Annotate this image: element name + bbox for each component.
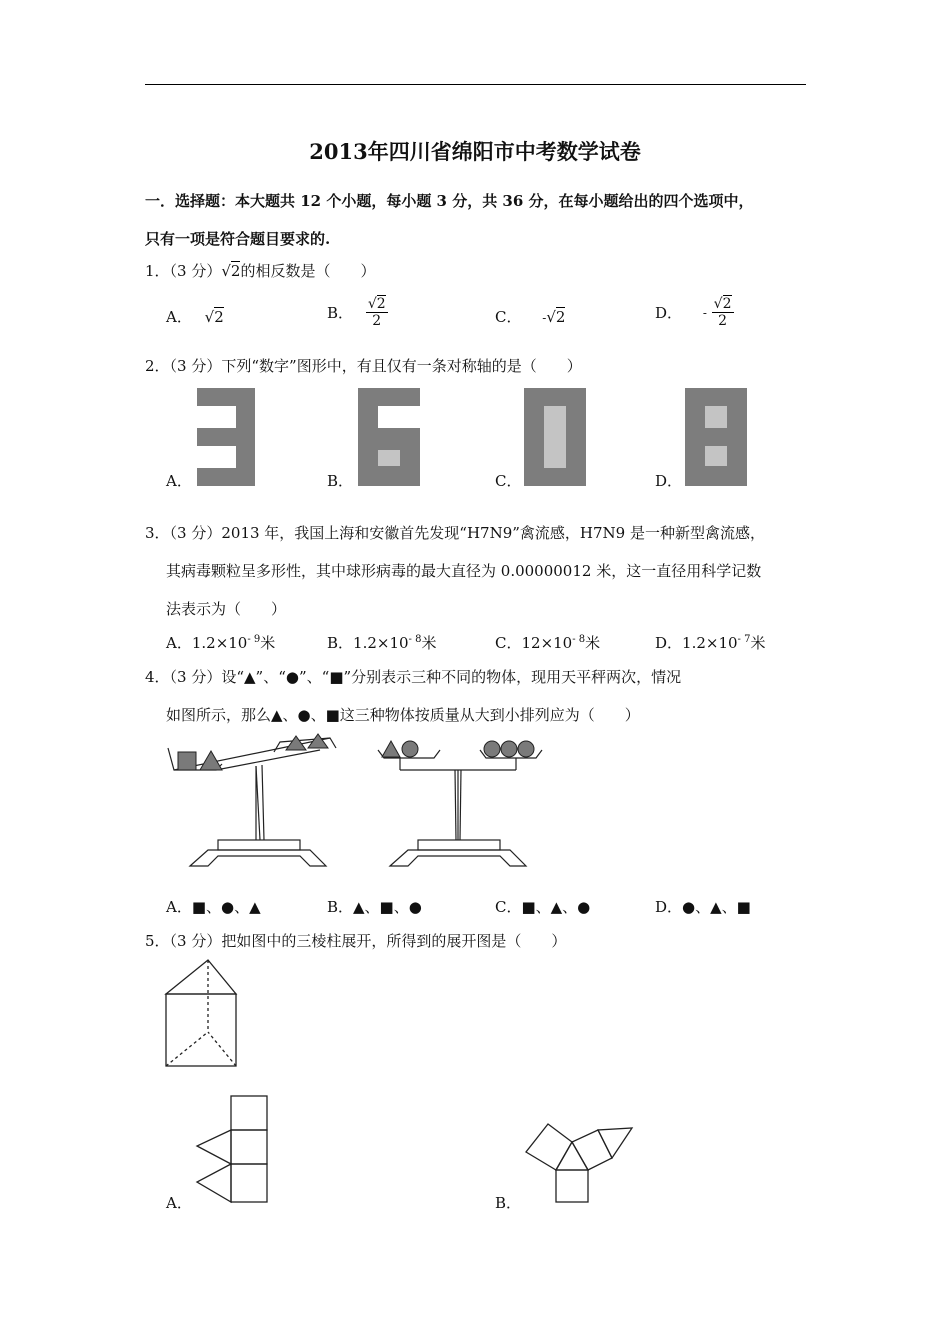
net-option-b-figure[interactable]	[520, 1118, 640, 1208]
q1-option-d[interactable]: D． - $\frac{√2}{2}$	[655, 296, 732, 329]
section-header-line1: 一．选择题：本大题共 12 个小题，每小题 3 分，共 36 分，在每小题给出的四个选项中，	[145, 192, 754, 210]
triangular-prism-figure	[164, 958, 244, 1070]
net-option-a-figure[interactable]	[195, 1094, 275, 1206]
q1-option-c[interactable]: C． -√2	[495, 308, 566, 326]
q5-option-a-label[interactable]: A．	[166, 1194, 192, 1212]
q1-option-b[interactable]: B． $\frac{√2}{2}$	[327, 296, 386, 329]
question-1	[145, 260, 375, 281]
top-rule	[145, 84, 806, 85]
q4-option-a[interactable]: A．■、●、▲	[166, 898, 261, 916]
q2-option-d-label[interactable]: D．	[655, 472, 683, 490]
q5-option-b-label[interactable]: B．	[495, 1194, 522, 1212]
q3-option-d[interactable]: D．$1.2\times 10^{- 7}$米	[655, 634, 766, 652]
question-4-line2: 如图所示，那么▲、●、■这三种物体按质量从大到小排列应为（ ）	[166, 706, 640, 724]
question-2: 2．（3 分）下列“数字”图形中，有且仅有一条对称轴的是（ ）	[145, 357, 582, 375]
digit-3-figure[interactable]	[197, 388, 255, 486]
q2-option-b-label[interactable]: B．	[327, 472, 354, 490]
q2-option-a-label[interactable]: A．	[166, 472, 192, 490]
q1-text: 的相反数是（ ）	[240, 262, 376, 280]
digit-6-figure[interactable]	[358, 388, 420, 486]
question-4-line1: 4．（3 分）设“▲”、“●”、“■”分别表示三种不同的物体，现用天平秤两次，情况	[145, 668, 682, 686]
question-3-line2: 其病毒颗粒呈多形性，其中球形病毒的最大直径为 0.00000012 米，这一直径用科学记数	[166, 562, 762, 580]
balance-scale-2-figure	[370, 728, 550, 873]
q3-option-b[interactable]: B．$1.2\times 10^{- 8}$米	[327, 634, 437, 652]
question-5: 5．（3 分）把如图中的三棱柱展开，所得到的展开图是（ ）	[145, 932, 567, 950]
q2-option-c-label[interactable]: C．	[495, 472, 522, 490]
digit-8-figure[interactable]	[685, 388, 747, 486]
question-3-line1: 3．（3 分）2013 年，我国上海和安徽首先发现“H7N9”禽流感，H7N9 是一种新型禽流感，	[145, 524, 765, 542]
digit-0-figure[interactable]	[524, 388, 586, 486]
question-3-line3: 法表示为（ ）	[166, 600, 287, 618]
section-header-line2: 只有一项是符合题目要求的.	[145, 230, 331, 248]
q4-option-d[interactable]: D．●、▲、■	[655, 898, 751, 916]
page-title: 2013年四川省绵阳市中考数学试卷	[309, 139, 641, 164]
q1-option-a[interactable]: A． √2	[166, 308, 224, 326]
q1-number: 1．（3 分）	[145, 262, 222, 280]
q4-option-b[interactable]: B．▲、■、●	[327, 898, 422, 916]
q3-option-a[interactable]: A．$1.2\times 10^{- 9}$米	[166, 634, 276, 652]
balance-scale-1-figure	[160, 728, 340, 873]
q1-radical: √2	[221, 262, 241, 280]
q4-option-c[interactable]: C．■、▲、●	[495, 898, 591, 916]
q3-option-c[interactable]: C．$12\times 10^{- 8}$米	[495, 634, 601, 652]
